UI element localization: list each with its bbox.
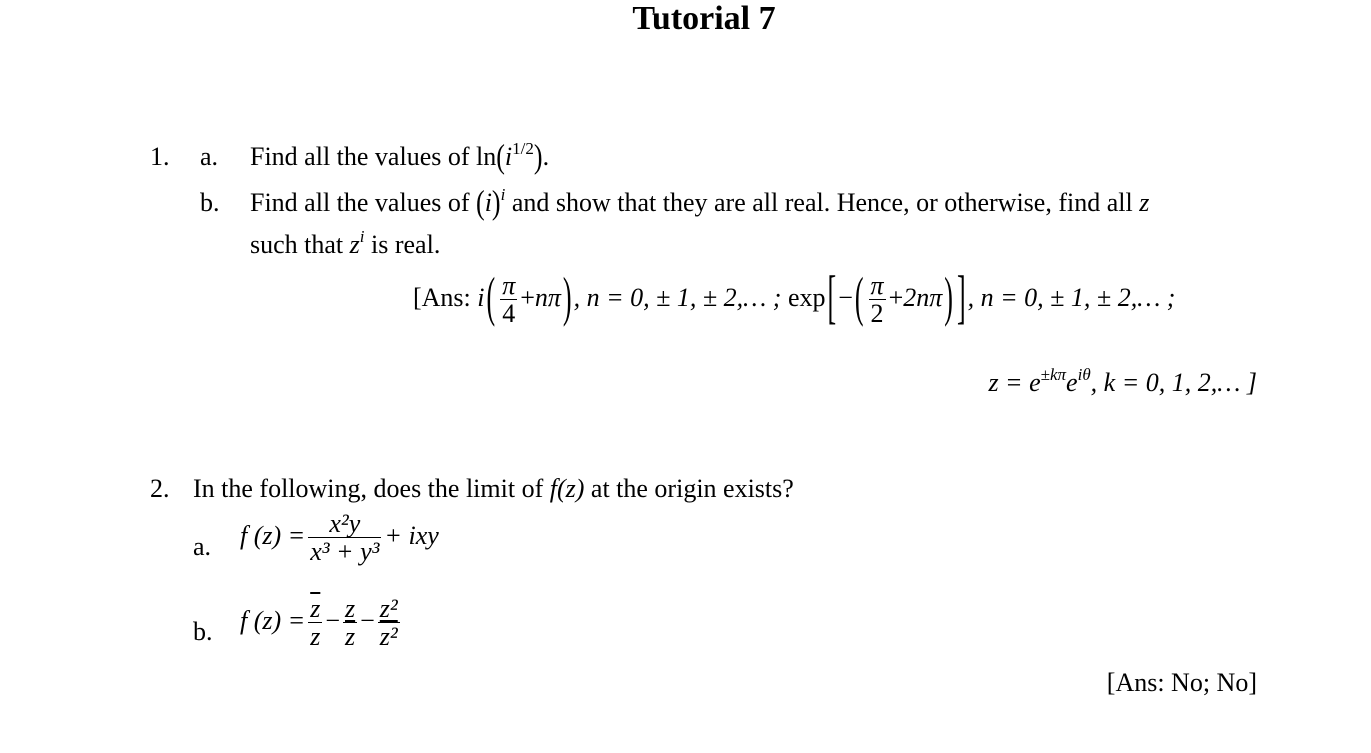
question-1b-exp: i xyxy=(500,185,506,204)
question-1b-zexp: i xyxy=(359,227,365,246)
question-2b-fraction-3 xyxy=(378,595,400,651)
question-1b-line2-text1: such that xyxy=(250,230,344,259)
question-2b-f3-den: z² xyxy=(379,622,398,652)
question-1a-prompt: Find all the values of xyxy=(250,142,470,171)
question-1-answer-line1: [Ans: i( $\frac{\pi}{4}$ +nπ), n = 0, ± 1, ± 2,… ; exp[−( $\frac{\pi}{2}$ +2nπ) ], n = 0, ± 1, ± 2,… ; xyxy=(413,263,1176,330)
question-1a-base: i xyxy=(504,142,513,171)
question-2b-lhs: f (z) = xyxy=(240,605,306,635)
answer-frac-den: 4 xyxy=(502,299,516,329)
question-2a-num: x²y xyxy=(308,510,381,538)
question-1b-zbase: z xyxy=(349,230,360,259)
question-1a-func: ln xyxy=(476,142,497,171)
question-2b-f1-num: $\overline{z}$ xyxy=(310,594,321,623)
answer-e2: e xyxy=(1066,368,1078,397)
question-2a-den: x³ + y³ xyxy=(310,537,380,567)
question-1a-label: a. xyxy=(200,142,219,171)
question-2b-expr xyxy=(240,595,403,651)
question-2b-minus-1: − xyxy=(325,605,340,635)
question-1-number: 1. xyxy=(150,142,170,171)
question-1b-line1: Find all the values of $(i)^i$ and show that they are all real. Hence, or otherwise, find all z xyxy=(250,183,1150,222)
answer-ncond: , n = 0, ± 1, ± 2,… ; xyxy=(573,282,782,312)
question-1a-end: . xyxy=(542,142,550,171)
question-2a-label: a. xyxy=(193,532,212,561)
answer-exp: exp xyxy=(787,282,826,312)
page-title: Tutorial 7 xyxy=(632,0,776,37)
answer-pi-over-2 xyxy=(869,272,886,328)
question-1b-base: i xyxy=(484,188,492,217)
answer-npi: nπ xyxy=(534,282,561,312)
answer-i: i xyxy=(477,282,485,312)
question-2-prompt-end: at the origin exists? xyxy=(590,474,794,503)
answer-zexp1: ±kπ xyxy=(1040,365,1067,384)
answer-plus: + xyxy=(520,282,535,312)
question-2b-f3-num: z² xyxy=(379,594,398,623)
question-1b-label: b. xyxy=(200,188,220,217)
question-2-fz: f(z) xyxy=(549,474,585,503)
question-2b-fraction-1 xyxy=(308,595,322,651)
question-2b-f1-den: z xyxy=(310,622,321,652)
answer-plus-2: + xyxy=(888,282,904,312)
question-2-number: 2. xyxy=(150,474,170,503)
answer-frac2-den: 2 xyxy=(870,299,884,329)
question-2b-f2-den: z xyxy=(345,622,356,652)
answer-pi-over-4 xyxy=(500,272,517,328)
answer-ncond2: , n = 0, ± 1, ± 2,… ; xyxy=(967,282,1176,312)
answer-frac2-num: π xyxy=(870,271,884,300)
question-1a-text: Find all the values of $\ln(i^{1/2})$. xyxy=(250,137,550,176)
answer-minus: − xyxy=(838,282,853,312)
answer-frac-num: π xyxy=(502,271,516,300)
answer-zeq: z = e xyxy=(988,368,1041,397)
question-1b-zvar: z xyxy=(1139,188,1150,217)
question-2b-fraction-2 xyxy=(343,595,357,651)
question-1b-text2: and show that they are all real. Hence, or otherwise, find all xyxy=(511,188,1133,217)
question-2-answer: [Ans: No; No] xyxy=(1106,668,1257,697)
question-2b-minus-2: − xyxy=(360,605,375,635)
question-1b-line2 xyxy=(250,227,441,260)
question-1a-exp: 1/2 xyxy=(512,139,534,158)
question-2a-lhs: f (z) = xyxy=(240,520,306,550)
answer-kcond: , k = 0, 1, 2,… ] xyxy=(1090,368,1257,397)
question-1b-text1: Find all the values of xyxy=(250,188,470,217)
answer-open: [Ans: xyxy=(413,282,471,312)
question-2a-tail: + ixy xyxy=(384,520,439,550)
question-2b-f2-num: z xyxy=(345,594,356,623)
answer-zexp2: iθ xyxy=(1077,365,1091,384)
question-2-prompt: In the following, does the limit of xyxy=(193,474,544,503)
question-1-answer-line2 xyxy=(988,365,1257,398)
question-2a-expr xyxy=(240,510,439,566)
question-2b-label: b. xyxy=(193,617,213,646)
answer-twonpi: 2nπ xyxy=(903,282,943,312)
question-2-text xyxy=(193,474,794,504)
question-1b-line2-text2: is real. xyxy=(371,230,441,259)
question-2a-fraction xyxy=(308,510,381,566)
